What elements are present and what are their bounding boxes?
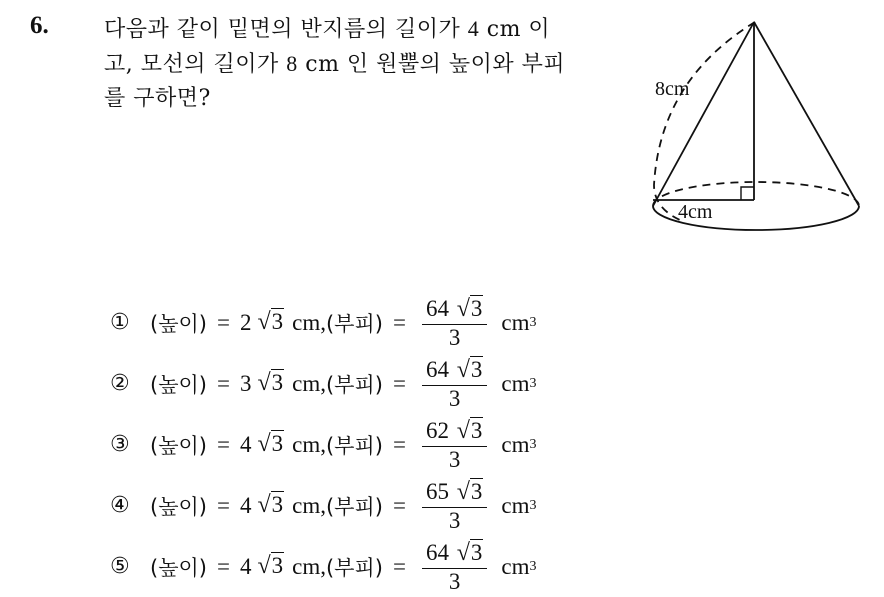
volume-label: (부피) xyxy=(325,372,383,397)
height-coefficient: 4 xyxy=(239,553,252,579)
radicand: 3 xyxy=(271,431,284,456)
radicand: 3 xyxy=(470,539,483,565)
choice-marker: ③ xyxy=(110,432,130,457)
radicand: 3 xyxy=(470,295,483,321)
volume-denominator: 3 xyxy=(448,385,461,411)
right-angle-mark xyxy=(741,187,754,200)
volume-unit: cm xyxy=(501,431,530,457)
volume-label: (부피) xyxy=(325,311,383,336)
volume-label: (부피) xyxy=(325,494,383,519)
volume-denominator: 3 xyxy=(448,568,461,594)
height-label: (높이) xyxy=(150,372,207,397)
height-label: (높이) xyxy=(150,311,207,336)
cone-figure xyxy=(640,10,870,235)
volume-fraction: $\frac{64 √3}{3}$ xyxy=(422,295,487,351)
volume-unit: cm xyxy=(501,553,530,579)
choice-1[interactable]: ① (높이) = 2 √3 cm, (부피) = $\frac{64 √3}{3}$ cm 3 xyxy=(110,295,537,350)
volume-numerator: 65 xyxy=(425,478,449,504)
height-coefficient: 3 xyxy=(239,370,252,396)
stem-number: 8 xyxy=(286,51,298,76)
volume-numerator: 64 xyxy=(425,539,449,565)
height-unit: cm, xyxy=(292,309,326,335)
radicand: 3 xyxy=(271,309,284,334)
sqrt: √3 xyxy=(257,553,284,579)
volume-unit: cm xyxy=(501,492,530,518)
question-stem xyxy=(104,12,624,116)
slant-right xyxy=(754,22,859,206)
choice-marker: ④ xyxy=(110,493,130,518)
volume-fraction: $\frac{65 √3}{3}$ xyxy=(422,478,487,534)
height-coefficient: 4 xyxy=(239,492,252,518)
choice-3[interactable]: ③ (높이) = 4 √3 cm, (부피) = $\frac{62 √3}{3}$ cm 3 xyxy=(110,417,537,472)
height-coefficient: 2 xyxy=(239,309,252,335)
volume-exponent: 3 xyxy=(529,558,537,574)
answer-choices xyxy=(110,292,730,597)
question-number: 6. xyxy=(30,12,49,39)
height-coefficient: 4 xyxy=(239,431,252,457)
sqrt: √3 xyxy=(257,431,284,457)
stem-text: cm 이 xyxy=(479,17,551,42)
radicand: 3 xyxy=(271,370,284,395)
height-unit: cm, xyxy=(292,431,326,457)
stem-number: 4 xyxy=(467,16,480,41)
volume-exponent: 3 xyxy=(529,314,537,330)
volume-unit: cm xyxy=(501,370,530,396)
volume-label: (부피) xyxy=(325,555,383,580)
sqrt: √3 xyxy=(257,309,284,335)
stem-line-2 xyxy=(104,47,624,82)
choice-marker: ① xyxy=(110,310,130,335)
choice-4[interactable]: ④ (높이) = 4 √3 cm, (부피) = $\frac{65 √3}{3}$ cm 3 xyxy=(110,478,537,533)
dashed-arc xyxy=(654,22,755,220)
radicand: 3 xyxy=(470,417,483,443)
volume-denominator: 3 xyxy=(448,324,461,350)
stem-text: cm 인 원뿔의 높이와 부피 xyxy=(297,52,566,77)
height-label: (높이) xyxy=(150,494,207,519)
sqrt: √3 xyxy=(257,370,284,396)
volume-numerator: 64 xyxy=(425,295,449,321)
radicand: 3 xyxy=(470,356,483,382)
volume-label: (부피) xyxy=(325,433,383,458)
stem-text: 를 구하면? xyxy=(104,86,211,111)
height-label: (높이) xyxy=(150,555,207,580)
height-unit: cm, xyxy=(292,370,326,396)
cone-diagram xyxy=(640,10,870,235)
radicand: 3 xyxy=(271,553,284,578)
height-unit: cm, xyxy=(292,492,326,518)
choice-marker: ② xyxy=(110,371,130,396)
stem-line-3 xyxy=(104,82,624,116)
height-label: (높이) xyxy=(150,433,207,458)
volume-numerator: 62 xyxy=(425,417,449,443)
stem-line-1 xyxy=(104,12,624,47)
volume-fraction: $\frac{64 √3}{3}$ xyxy=(422,356,487,412)
radius-length-label: 4cm xyxy=(678,201,713,223)
radicand: 3 xyxy=(470,478,483,504)
volume-exponent: 3 xyxy=(529,436,537,452)
volume-fraction: $\frac{62 √3}{3}$ xyxy=(422,417,487,473)
slant-length-label: 8cm xyxy=(655,78,690,100)
height-unit: cm, xyxy=(292,553,326,579)
stem-text: 다음과 같이 밑면의 반지름의 길이가 xyxy=(104,17,468,42)
volume-fraction: $\frac{64 √3}{3}$ xyxy=(422,539,487,595)
volume-unit: cm xyxy=(501,309,530,335)
sqrt: √3 xyxy=(257,492,284,518)
volume-exponent: 3 xyxy=(529,375,537,391)
volume-denominator: 3 xyxy=(448,446,461,472)
choice-2[interactable]: ② (높이) = 3 √3 cm, (부피) = $\frac{64 √3}{3}$ cm 3 xyxy=(110,356,537,411)
slant-left xyxy=(653,22,754,206)
volume-exponent: 3 xyxy=(529,497,537,513)
choice-5[interactable]: ⑤ (높이) = 4 √3 cm, (부피) = $\frac{64 √3}{3}$ cm 3 xyxy=(110,539,537,594)
volume-numerator: 64 xyxy=(425,356,449,382)
volume-denominator: 3 xyxy=(448,507,461,533)
radicand: 3 xyxy=(271,492,284,517)
choice-marker: ⑤ xyxy=(110,554,130,579)
stem-text: 고, 모선의 길이가 xyxy=(104,52,287,77)
